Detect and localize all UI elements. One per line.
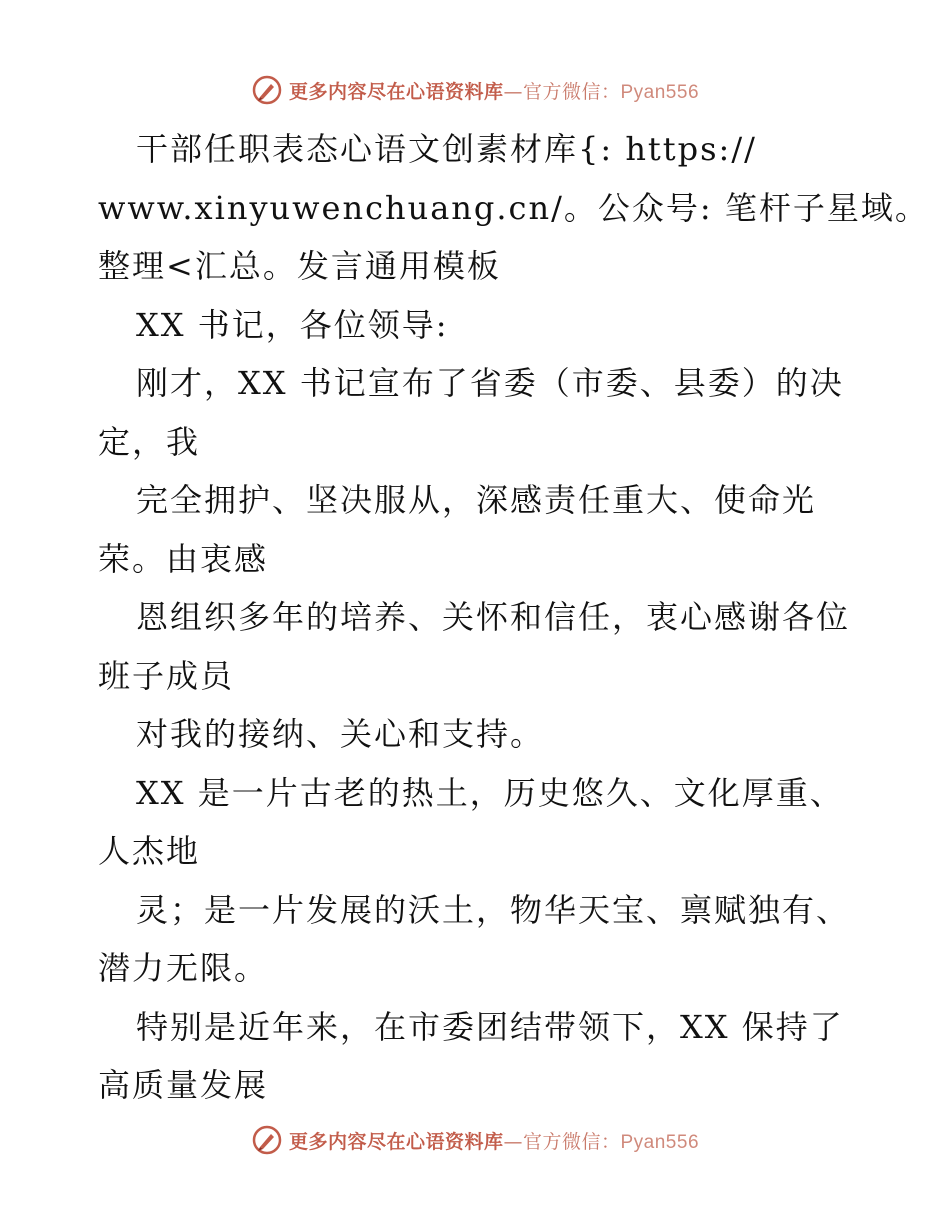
text-line: 班子成员 <box>98 656 235 695</box>
banner-dash: — <box>503 80 523 103</box>
text-line: XX 书记，各位领导: <box>136 305 449 344</box>
text-line: 人杰地 <box>98 832 201 870</box>
banner-dash: — <box>503 1130 523 1153</box>
banner-main-text: 更多内容尽在心语资料库 <box>288 1130 504 1153</box>
text-line: 高质量发展 <box>98 1066 269 1104</box>
document-body <box>98 120 929 1115</box>
text-line: 对我的接纳、关心和支持。 <box>136 715 545 753</box>
footer-banner <box>0 1120 950 1160</box>
banner-wechat-label: 官方微信： <box>522 80 621 103</box>
pen-logo-icon <box>251 1124 283 1156</box>
banner-text <box>289 77 699 104</box>
text-line: www.xinyuwenchuang.cn/。公众号: 笔杆子星域。 <box>98 188 929 227</box>
text-line: 整理<汇总。发言通用模板 <box>98 247 501 285</box>
text-line: 干部任职表态心语文创素材库{: https:// <box>136 130 757 168</box>
text-line: 完全拥护、坚决服从，深感责任重大、使命光 <box>136 481 817 519</box>
text-line: 恩组织多年的培养、关怀和信任，衷心感谢各位 <box>136 598 851 636</box>
text-line: 灵；是一片发展的沃土，物华天宝、禀赋独有、 <box>136 890 851 929</box>
text-line: 潜力无限。 <box>98 949 269 987</box>
text-line: 特别是近年来，在市委团结带领下，XX 保持了 <box>136 1007 844 1046</box>
text-line: 荣。由衷感 <box>98 539 269 578</box>
banner-wechat-id: Pyan556 <box>620 81 700 103</box>
banner-text <box>289 1127 699 1154</box>
banner-wechat-id: Pyan556 <box>620 1131 700 1153</box>
pen-logo-icon <box>251 74 283 106</box>
text-line: 刚才，XX 书记宣布了省委（市委、县委）的决 <box>136 364 844 402</box>
banner-wechat-label: 官方微信： <box>522 1130 621 1153</box>
banner-main-text: 更多内容尽在心语资料库 <box>288 80 504 103</box>
text-line: XX 是一片古老的热土，历史悠久、文化厚重、 <box>136 773 844 812</box>
text-line: 定，我 <box>98 422 201 461</box>
header-banner <box>0 70 950 110</box>
